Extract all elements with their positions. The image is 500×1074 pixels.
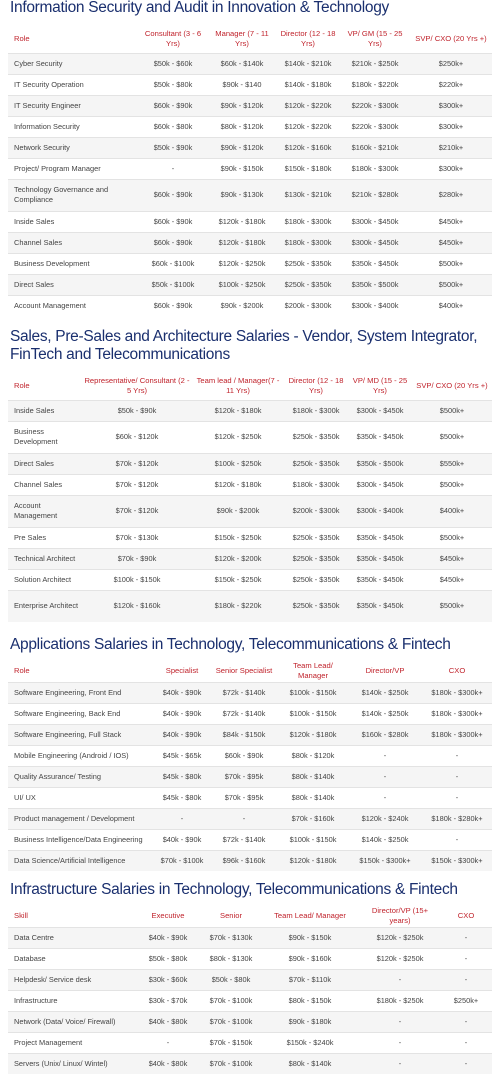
salary-cell: $120k - $220k — [276, 116, 340, 137]
salary-cell: - — [440, 969, 492, 990]
salary-cell: $50k - $90k — [82, 400, 192, 421]
salary-cell: $120k - $180k — [208, 211, 276, 232]
salary-cell: - — [360, 1032, 440, 1053]
salary-cell: $280k+ — [410, 179, 492, 211]
column-header: Senior — [220, 910, 242, 920]
salary-cell: - — [348, 766, 422, 787]
salary-cell: $140k - $180k — [276, 74, 340, 95]
row-label: IT Security Operation — [8, 74, 138, 95]
salary-cell: $70k - $100k — [154, 850, 210, 871]
table-row — [8, 274, 492, 295]
table-row — [8, 1011, 492, 1032]
salary-cell: $250k - $350k — [284, 453, 348, 474]
section-title: Applications Salaries in Technology, Telecommunications & Fintech — [10, 636, 451, 653]
salary-cell: $80k - $120k — [208, 116, 276, 137]
salary-cell: $180k - $300k — [284, 400, 348, 421]
salary-cell: $60k - $140k — [208, 53, 276, 74]
salary-cell: $70k - $100k — [202, 1011, 260, 1032]
column-header: Senior Specialist — [215, 665, 273, 675]
salary-cell: $140k - $250k — [348, 682, 422, 703]
table-row — [8, 179, 492, 211]
salary-cell: $70k - $110k — [260, 969, 360, 990]
salary-cell: $150k - $250k — [192, 527, 284, 548]
salary-cell: $350k - $450k — [348, 590, 412, 622]
salary-cell: $160k - $280k — [348, 724, 422, 745]
salary-cell: $90k - $150k — [208, 158, 276, 179]
column-header: Team Lead/ Manager — [274, 910, 346, 920]
salary-cell: $210k - $280k — [340, 179, 410, 211]
column-header: Role — [14, 380, 30, 390]
salary-cell: $130k - $210k — [276, 179, 340, 211]
salary-cell: $80k - $140k — [278, 766, 348, 787]
salary-cell: $70k - $100k — [202, 990, 260, 1011]
salary-cell: $70k - $95k — [210, 787, 278, 808]
salary-cell: $40k - $90k — [154, 724, 210, 745]
table-row — [8, 766, 492, 787]
salary-cell: $80k - $120k — [278, 745, 348, 766]
row-label: Mobile Engineering (Android / IOS) — [8, 745, 154, 766]
row-label: Quality Assurance/ Testing — [8, 766, 154, 787]
salary-cell: $150k - $300k+ — [348, 850, 422, 871]
salary-cell: - — [360, 1011, 440, 1032]
salary-cell: $60k - $90k — [138, 295, 208, 316]
salary-cell: $140k - $250k — [348, 829, 422, 850]
section-infosec — [0, 0, 500, 316]
table-row — [8, 850, 492, 871]
column-header: Role — [14, 33, 30, 43]
salary-cell: $90k - $140 — [208, 74, 276, 95]
table-row — [8, 295, 492, 316]
column-header: Representative/ Consultant (2 - 5 Yrs) — [84, 375, 190, 395]
column-header: SVP/ CXO (20 Yrs +) — [416, 380, 488, 390]
salary-cell: - — [440, 1011, 492, 1032]
salary-cell: $180k - $220k — [192, 590, 284, 622]
salary-cell: $40k - $80k — [134, 1053, 202, 1074]
salary-cell: $45k - $80k — [154, 787, 210, 808]
salary-cell: $40k - $90k — [154, 703, 210, 724]
salary-cell: $250k+ — [440, 990, 492, 1011]
salary-cell: $300k+ — [410, 116, 492, 137]
salary-cell: $120k - $160k — [276, 137, 340, 158]
column-header: CXO — [457, 910, 475, 920]
salary-cell: $120k - $180k — [208, 232, 276, 253]
salary-cell: $96k - $160k — [210, 850, 278, 871]
salary-cell: $100k - $150k — [278, 829, 348, 850]
table-row — [8, 421, 492, 453]
salary-cell: $40k - $80k — [134, 1011, 202, 1032]
salary-cell: $120k - $200k — [192, 548, 284, 569]
section-applications — [0, 636, 500, 871]
salary-cell: - — [440, 1032, 492, 1053]
table-row — [8, 682, 492, 703]
salary-cell: $180k - $300k — [276, 211, 340, 232]
salary-cell: $70k - $90k — [82, 548, 192, 569]
salary-cell: $220k - $300k — [340, 116, 410, 137]
salary-cell: $70k - $150k — [202, 1032, 260, 1053]
salary-cell: - — [134, 1032, 202, 1053]
salary-cell: $50k - $80k — [202, 969, 260, 990]
row-label: Inside Sales — [8, 211, 138, 232]
salary-cell: $200k - $300k — [284, 495, 348, 527]
table-row — [8, 724, 492, 745]
salary-cell: $350k - $500k — [340, 274, 410, 295]
salary-cell: $180k - $300k — [284, 474, 348, 495]
salary-cell: $100k - $150k — [82, 569, 192, 590]
column-header: Team lead / Manager(7 - 11 Yrs) — [196, 375, 280, 395]
salary-cell: $180k - $300k+ — [422, 703, 492, 724]
column-header: Team Lead/ Manager — [293, 660, 333, 680]
row-label: Helpdesk/ Service desk — [8, 969, 134, 990]
salary-cell: $120k - $180k — [278, 724, 348, 745]
row-label: UI/ UX — [8, 787, 154, 808]
column-header: Director (12 - 18 Yrs) — [288, 375, 344, 395]
salary-cell: $350k - $500k — [348, 453, 412, 474]
salary-cell: $50k - $100k — [138, 274, 208, 295]
salary-cell: $90k - $200k — [192, 495, 284, 527]
salary-cell: $250k - $350k — [276, 274, 340, 295]
salary-cell: $50k - $80k — [138, 74, 208, 95]
salary-cell: $45k - $80k — [154, 766, 210, 787]
table-row — [8, 927, 492, 948]
table-row — [8, 569, 492, 590]
salary-table — [8, 905, 492, 1074]
salary-cell: $250k - $350k — [284, 421, 348, 453]
salary-cell: $120k - $250k — [360, 948, 440, 969]
table-row — [8, 74, 492, 95]
salary-table — [8, 660, 492, 871]
salary-cell: - — [440, 1053, 492, 1074]
salary-cell: - — [422, 745, 492, 766]
salary-cell: $80k - $150k — [260, 990, 360, 1011]
salary-cell: $180k - $300k+ — [422, 724, 492, 745]
salary-cell: $70k - $100k — [202, 1053, 260, 1074]
salary-cell: $80k - $130k — [202, 948, 260, 969]
row-label: Technical Architect — [8, 548, 82, 569]
salary-cell: $450k+ — [410, 211, 492, 232]
salary-cell: $70k - $95k — [210, 766, 278, 787]
row-label: Network Security — [8, 137, 138, 158]
table-row — [8, 53, 492, 74]
salary-cell: - — [440, 927, 492, 948]
salary-cell: $550k+ — [412, 453, 492, 474]
salary-cell: $70k - $130k — [202, 927, 260, 948]
row-label: Product management / Development — [8, 808, 154, 829]
row-label: Cyber Security — [8, 53, 138, 74]
salary-cell: - — [154, 808, 210, 829]
row-label: Software Engineering, Back End — [8, 703, 154, 724]
salary-cell: - — [440, 948, 492, 969]
salary-cell: $300k - $450k — [348, 474, 412, 495]
row-label: Information Security — [8, 116, 138, 137]
salary-cell: $90k - $180k — [260, 1011, 360, 1032]
column-header: Director/VP (15+ years) — [371, 905, 429, 925]
row-label: Software Engineering, Full Stack — [8, 724, 154, 745]
salary-cell: $500k+ — [412, 590, 492, 622]
row-label: Data Science/Artificial Intelligence — [8, 850, 154, 871]
row-label: Account Management — [8, 495, 82, 527]
salary-cell: $150k - $240k — [260, 1032, 360, 1053]
salary-cell: $90k - $200k — [208, 295, 276, 316]
salary-cell: $60k - $80k — [138, 116, 208, 137]
salary-cell: $500k+ — [412, 527, 492, 548]
salary-cell: $150k - $300k+ — [422, 850, 492, 871]
row-label: Servers (Unix/ Linux/ Wintel) — [8, 1053, 134, 1074]
salary-cell: $60k - $90k — [138, 95, 208, 116]
table-row — [8, 1053, 492, 1074]
salary-cell: $120k - $220k — [276, 95, 340, 116]
salary-cell: $30k - $70k — [134, 990, 202, 1011]
salary-cell: $250k - $350k — [276, 253, 340, 274]
salary-cell: $40k - $90k — [154, 829, 210, 850]
salary-cell: $100k - $250k — [192, 453, 284, 474]
salary-table — [8, 25, 492, 316]
salary-cell: $500k+ — [410, 274, 492, 295]
salary-cell: - — [138, 158, 208, 179]
salary-cell: $450k+ — [410, 232, 492, 253]
table-row — [8, 95, 492, 116]
salary-cell: $50k - $90k — [138, 137, 208, 158]
row-label: Enterprise Architect — [8, 590, 82, 622]
salary-cell: $90k - $160k — [260, 948, 360, 969]
section-infrastructure — [0, 881, 500, 1074]
table-row — [8, 527, 492, 548]
salary-cell: $100k - $250k — [208, 274, 276, 295]
salary-cell: $300k - $400k — [348, 495, 412, 527]
column-header: Consultant (3 - 6 Yrs) — [144, 28, 202, 48]
salary-cell: $160k - $210k — [340, 137, 410, 158]
salary-cell: $80k - $140k — [278, 787, 348, 808]
salary-cell: $180k - $280k+ — [422, 808, 492, 829]
salary-cell: $100k - $150k — [278, 703, 348, 724]
row-label: Data Centre — [8, 927, 134, 948]
salary-cell: $180k - $300k+ — [422, 682, 492, 703]
salary-cell: $500k+ — [410, 253, 492, 274]
salary-cell: $350k - $450k — [340, 253, 410, 274]
salary-cell: $60k - $100k — [138, 253, 208, 274]
salary-cell: $300k - $400k — [340, 295, 410, 316]
salary-cell: $500k+ — [412, 400, 492, 421]
column-header: SVP/ CXO (20 Yrs +) — [415, 33, 487, 43]
row-label: Project/ Program Manager — [8, 158, 138, 179]
row-label: Business Intelligence/Data Engineering — [8, 829, 154, 850]
salary-cell: $400k+ — [412, 495, 492, 527]
table-row — [8, 253, 492, 274]
salary-cell: $30k - $60k — [134, 969, 202, 990]
column-header: Executive — [151, 910, 185, 920]
salary-cell: - — [210, 808, 278, 829]
row-label: Infrastructure — [8, 990, 134, 1011]
salary-cell: $70k - $120k — [82, 474, 192, 495]
section-title: Sales, Pre-Sales and Architecture Salaries - Vendor, System Integrator, FinTech and Telecommunications — [10, 328, 478, 363]
row-label: Channel Sales — [8, 232, 138, 253]
salary-cell: $90k - $120k — [208, 137, 276, 158]
salary-cell: $250k - $350k — [284, 548, 348, 569]
salary-cell: $84k - $150k — [210, 724, 278, 745]
salary-cell: $120k - $240k — [348, 808, 422, 829]
salary-cell: $72k - $140k — [210, 703, 278, 724]
salary-cell: $500k+ — [412, 421, 492, 453]
row-label: Inside Sales — [8, 400, 82, 421]
table-row — [8, 969, 492, 990]
salary-cell: $72k - $140k — [210, 829, 278, 850]
table-row — [8, 1032, 492, 1053]
salary-cell: $250k+ — [410, 53, 492, 74]
column-header: Skill — [14, 910, 28, 920]
salary-cell: $300k - $450k — [340, 211, 410, 232]
salary-cell: $300k+ — [410, 95, 492, 116]
table-row — [8, 116, 492, 137]
row-label: Network (Data/ Voice/ Firewall) — [8, 1011, 134, 1032]
table-row — [8, 948, 492, 969]
section-title: Infrastructure Salaries in Technology, Telecommunications & Fintech — [10, 881, 458, 898]
table-row — [8, 211, 492, 232]
column-header: VP/ GM (15 - 25 Yrs) — [347, 28, 403, 48]
salary-cell: $120k - $180k — [192, 400, 284, 421]
table-row — [8, 453, 492, 474]
row-label: IT Security Engineer — [8, 95, 138, 116]
row-label: Direct Sales — [8, 274, 138, 295]
salary-cell: $220k - $300k — [340, 95, 410, 116]
salary-cell: $450k+ — [412, 569, 492, 590]
table-row — [8, 787, 492, 808]
salary-cell: $70k - $130k — [82, 527, 192, 548]
row-label: Technology Governance and Compliance — [8, 179, 138, 211]
salary-table — [8, 372, 492, 622]
salary-cell: $120k - $250k — [208, 253, 276, 274]
salary-cell: $72k - $140k — [210, 682, 278, 703]
column-header: VP/ MD (15 - 25 Yrs) — [352, 375, 408, 395]
salary-cell: $250k - $350k — [284, 527, 348, 548]
salary-cell: - — [348, 787, 422, 808]
salary-cell: $150k - $250k — [192, 569, 284, 590]
row-label: Solution Architect — [8, 569, 82, 590]
salary-cell: - — [422, 787, 492, 808]
salary-cell: $50k - $60k — [138, 53, 208, 74]
salary-cell: $180k - $220k — [340, 74, 410, 95]
salary-cell: $350k - $450k — [348, 527, 412, 548]
salary-cell: $40k - $90k — [134, 927, 202, 948]
salary-cell: $180k - $300k — [276, 232, 340, 253]
column-header: Director (12 - 18 Yrs) — [280, 28, 336, 48]
salary-cell: $200k - $300k — [276, 295, 340, 316]
salary-cell: $300k - $450k — [348, 400, 412, 421]
salary-cell: $45k - $65k — [154, 745, 210, 766]
table-row — [8, 137, 492, 158]
salary-cell: $80k - $140k — [260, 1053, 360, 1074]
row-label: Business Development — [8, 421, 82, 453]
salary-cell: $250k - $350k — [284, 569, 348, 590]
table-row — [8, 548, 492, 569]
table-row — [8, 808, 492, 829]
salary-cell: $60k - $120k — [82, 421, 192, 453]
table-row — [8, 400, 492, 421]
salary-cell: $60k - $90k — [138, 232, 208, 253]
salary-cell: $70k - $120k — [82, 495, 192, 527]
salary-cell: - — [422, 766, 492, 787]
salary-cell: $220k+ — [410, 74, 492, 95]
salary-cell: $250k - $350k — [284, 590, 348, 622]
salary-cell: $210k+ — [410, 137, 492, 158]
salary-cell: $60k - $90k — [138, 211, 208, 232]
salary-cell: - — [360, 969, 440, 990]
salary-cell: $350k - $450k — [348, 569, 412, 590]
salary-cell: $350k - $450k — [348, 548, 412, 569]
salary-cell: $300k+ — [410, 158, 492, 179]
table-row — [8, 703, 492, 724]
column-header: CXO — [448, 665, 466, 675]
salary-cell: $90k - $150k — [260, 927, 360, 948]
table-row — [8, 495, 492, 527]
salary-cell: $90k - $130k — [208, 179, 276, 211]
salary-cell: $400k+ — [410, 295, 492, 316]
table-row — [8, 232, 492, 253]
table-row — [8, 158, 492, 179]
salary-cell: $120k - $180k — [192, 474, 284, 495]
table-row — [8, 990, 492, 1011]
salary-cell: $120k - $250k — [360, 927, 440, 948]
salary-cell: - — [422, 829, 492, 850]
table-row — [8, 590, 492, 622]
section-sales — [0, 328, 500, 622]
salary-cell: $60k - $90k — [138, 179, 208, 211]
salary-cell: $40k - $90k — [154, 682, 210, 703]
salary-cell: $150k - $180k — [276, 158, 340, 179]
table-row — [8, 745, 492, 766]
salary-cell: $120k - $250k — [192, 421, 284, 453]
row-label: Business Development — [8, 253, 138, 274]
salary-cell: $140k - $210k — [276, 53, 340, 74]
table-row — [8, 829, 492, 850]
salary-cell: - — [360, 1053, 440, 1074]
salary-cell: $450k+ — [412, 548, 492, 569]
salary-cell: $210k - $250k — [340, 53, 410, 74]
row-label: Pre Sales — [8, 527, 82, 548]
column-header: Manager (7 - 11 Yrs) — [215, 28, 269, 48]
section-title: Information Security and Audit in Innovation & Technology — [10, 0, 389, 16]
salary-cell: $500k+ — [412, 474, 492, 495]
salary-cell: $50k - $80k — [134, 948, 202, 969]
row-label: Software Engineering, Front End — [8, 682, 154, 703]
salary-cell: $60k - $90k — [210, 745, 278, 766]
row-label: Channel Sales — [8, 474, 82, 495]
row-label: Account Management — [8, 295, 138, 316]
salary-cell: $70k - $160k — [278, 808, 348, 829]
table-row — [8, 474, 492, 495]
salary-cell: $300k - $450k — [340, 232, 410, 253]
salary-cell: $180k - $300k — [340, 158, 410, 179]
salary-cell: $70k - $120k — [82, 453, 192, 474]
salary-cell: $140k - $250k — [348, 703, 422, 724]
salary-cell: $90k - $120k — [208, 95, 276, 116]
salary-cell: $100k - $150k — [278, 682, 348, 703]
salary-cell: - — [348, 745, 422, 766]
salary-cell: $120k - $180k — [278, 850, 348, 871]
row-label: Database — [8, 948, 134, 969]
salary-cell: $180k - $250k — [360, 990, 440, 1011]
column-header: Role — [14, 665, 30, 675]
column-header: Director/VP — [365, 665, 405, 675]
salary-cell: $350k - $450k — [348, 421, 412, 453]
row-label: Project Management — [8, 1032, 134, 1053]
column-header: Specialist — [165, 665, 199, 675]
row-label: Direct Sales — [8, 453, 82, 474]
salary-cell: $120k - $160k — [82, 590, 192, 622]
